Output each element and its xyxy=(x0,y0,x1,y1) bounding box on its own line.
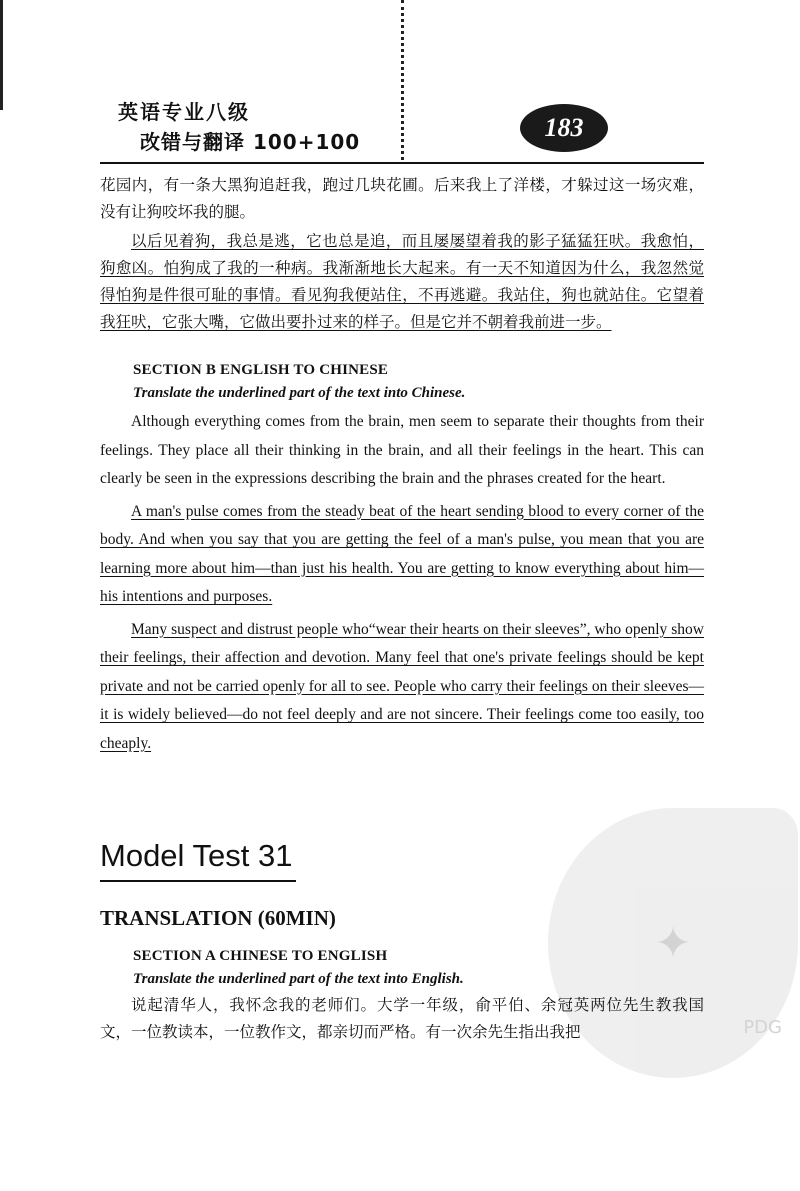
section-a-instruction: Translate the underlined part of the text into English. xyxy=(133,971,464,987)
section-a xyxy=(100,948,704,1046)
translation-heading: TRANSLATION (60MIN) xyxy=(100,906,336,930)
header-divider xyxy=(100,162,704,164)
section-b-heading: SECTION B ENGLISH TO CHINESE xyxy=(133,362,389,378)
chinese-paragraph: 说起清华人，我怀念我的老师们。大学一年级，俞平伯、余冠英两位先生教我国文，一位教读本，一位教作文，都亲切而严格。有一次余先生指出我把 xyxy=(100,996,704,1041)
watermark-seal-icon: ✦ xyxy=(654,917,692,969)
section-a-heading: SECTION A CHINESE TO ENGLISH xyxy=(133,948,388,964)
book-title-line1: 英语专业八级 xyxy=(118,100,250,124)
book-title-line2: 改错与翻译 100+100 xyxy=(140,130,361,154)
page-number-badge: 183 xyxy=(520,104,608,152)
dotted-divider xyxy=(401,0,404,160)
chinese-paragraph: 花园内，有一条大黑狗追赶我，跑过几块花圃。后来我上了洋楼，才躲过这一场灾难，没有让狗咬坏我的腿。 xyxy=(100,176,704,221)
section-b-instruction: Translate the underlined part of the text into Chinese. xyxy=(133,385,466,401)
model-test-underline xyxy=(100,880,296,882)
chinese-passage-continuation xyxy=(100,172,704,336)
english-underlined-paragraph: A man's pulse comes from the steady beat of the heart sending blood to every corner of the body. And when you say that you are getting the feel of a man's pulse, you mean that you are learning more about him—than just his health. You are getting to know everything about him—his intentions and purposes. xyxy=(100,502,704,605)
section-b xyxy=(100,362,704,758)
binding-edge xyxy=(0,0,3,110)
chinese-underlined-paragraph: 以后见着狗，我总是逃，它也总是追，而且屡屡望着我的影子猛猛狂吠。我愈怕，狗愈凶。怕狗成了我的一种病。我渐渐地长大起来。有一天不知道因为什么，我忽然觉得怕狗是件很可耻的事情。看见狗我便站住，不再逃避。我站住，狗也就站住。它望着我狂吠，它张大嘴，它做出要扑过来的样子。但是它并不朝着我前进一步。 xyxy=(100,232,704,331)
watermark-label: PDG xyxy=(743,1017,782,1038)
english-paragraph: Although everything comes from the brain, men seem to separate their thoughts from their feelings. They place all their thinking in the brain, and all their feelings in the heart. This can clearly be seen in the expressions describing the brain and the phrases created for the heart. xyxy=(100,413,704,487)
model-test-title: Model Test 31 xyxy=(100,838,293,873)
english-underlined-paragraph: Many suspect and distrust people who“wear their hearts on their sleeves”, who openly show their feelings, their affection and devotion. Many feel that one's private feelings should be kept private and not be carried openly for all to see. People who carry their feelings on their sleeves—it is widely believed—do not feel deeply and are not sincere. Their feelings come too easily, too cheaply. xyxy=(100,620,704,752)
